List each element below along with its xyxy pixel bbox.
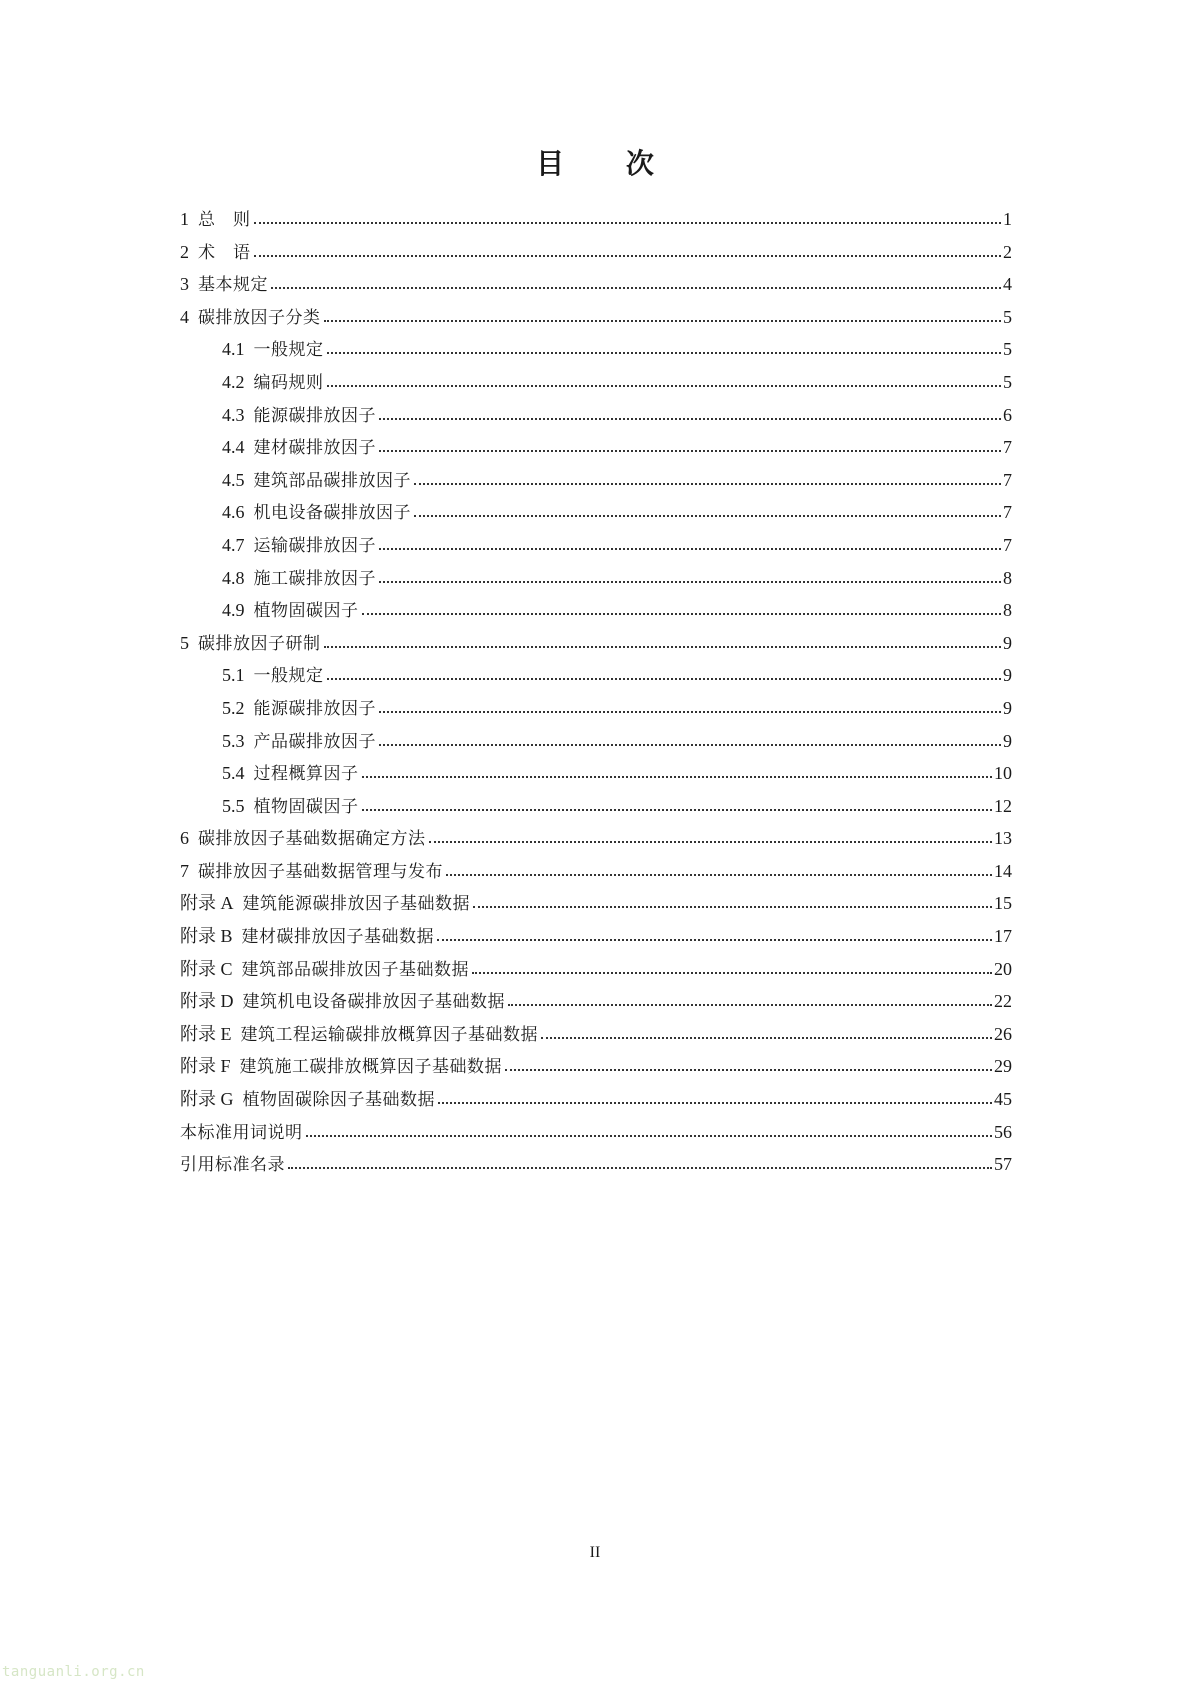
toc-entry-label: 建筑工程运输碳排放概算因子基础数据 — [240, 1024, 538, 1045]
toc-entry-number: 5.1 — [222, 665, 245, 686]
toc-entry-page: 7 — [1003, 437, 1012, 458]
toc-entry-page: 5 — [1003, 306, 1012, 327]
toc-entry-label: 植物固碳因子 — [253, 601, 359, 622]
toc-entry-page: 5 — [1003, 371, 1012, 392]
toc-entry-label: 建筑施工碳排放概算因子基础数据 — [239, 1057, 503, 1078]
toc-entry-page: 15 — [994, 893, 1012, 914]
toc-entry-page: 5 — [1003, 339, 1012, 360]
toc-entry-label: 建材碳排放因子基础数据 — [241, 927, 435, 948]
toc-entry[interactable] — [180, 301, 1012, 334]
toc-entry-page: 6 — [1003, 404, 1012, 425]
table-of-contents — [180, 203, 1012, 1181]
toc-entry[interactable] — [180, 953, 1012, 986]
toc-entry-page: 17 — [994, 926, 1012, 947]
dot-leader — [324, 645, 1002, 648]
toc-entry[interactable] — [180, 757, 1012, 790]
toc-entry-page: 7 — [1003, 502, 1012, 523]
toc-entry-number: 附录 D — [180, 991, 234, 1012]
toc-entry-label: 本标准用词说明 — [180, 1122, 303, 1143]
toc-entry-number: 4.8 — [222, 567, 245, 588]
toc-entry-number: 4.2 — [222, 371, 245, 392]
dot-leader — [508, 1003, 992, 1006]
dot-leader — [324, 319, 1002, 322]
dot-leader — [379, 743, 1001, 746]
dot-leader — [288, 1166, 992, 1169]
toc-entry-label: 一般规定 — [253, 340, 324, 361]
toc-entry-number: 5.4 — [222, 763, 245, 784]
toc-entry-page: 9 — [1003, 697, 1012, 718]
dot-leader — [438, 1101, 992, 1104]
toc-entry-page: 29 — [994, 1056, 1012, 1077]
toc-entry-label: 碳排放因子基础数据确定方法 — [198, 829, 426, 850]
toc-entry[interactable] — [180, 855, 1012, 888]
toc-entry-page: 20 — [994, 958, 1012, 979]
toc-entry[interactable] — [180, 464, 1012, 497]
toc-entry[interactable] — [180, 887, 1012, 920]
dot-leader — [362, 612, 1002, 615]
toc-entry-number: 4.3 — [222, 404, 245, 425]
toc-entry-page: 4 — [1003, 274, 1012, 295]
toc-entry-label: 一般规定 — [253, 666, 324, 687]
dot-leader — [541, 1036, 992, 1039]
toc-entry-label: 编码规则 — [253, 372, 324, 393]
toc-entry[interactable] — [180, 529, 1012, 562]
toc-entry-page: 10 — [994, 763, 1012, 784]
toc-entry-number: 5 — [180, 632, 189, 653]
toc-entry-number: 2 — [180, 241, 189, 262]
toc-entry-label: 植物固碳因子 — [253, 796, 359, 817]
toc-entry-page: 14 — [994, 860, 1012, 881]
toc-entry-label: 建筑部品碳排放因子基础数据 — [241, 959, 470, 980]
toc-entry-page: 8 — [1003, 600, 1012, 621]
toc-entry-page: 2 — [1003, 241, 1012, 262]
dot-leader — [362, 808, 993, 811]
toc-entry-label: 产品碳排放因子 — [253, 731, 376, 752]
toc-entry-number: 5.3 — [222, 730, 245, 751]
toc-entry[interactable] — [180, 920, 1012, 953]
toc-entry-number: 6 — [180, 828, 189, 849]
toc-entry-label: 术 语 — [198, 242, 251, 263]
toc-entry[interactable] — [180, 790, 1012, 823]
toc-entry-label: 能源碳排放因子 — [253, 405, 376, 426]
dot-leader — [362, 775, 993, 778]
toc-entry[interactable] — [180, 725, 1012, 758]
toc-entry-number: 附录 A — [180, 893, 234, 914]
dot-leader — [437, 938, 992, 941]
toc-entry-page: 7 — [1003, 469, 1012, 490]
toc-entry-page: 26 — [994, 1023, 1012, 1044]
toc-entry-number: 7 — [180, 860, 189, 881]
dot-leader — [271, 286, 1001, 289]
toc-entry-page: 9 — [1003, 632, 1012, 653]
toc-entry-page: 7 — [1003, 534, 1012, 555]
toc-entry-number: 5.2 — [222, 697, 245, 718]
toc-entry-number: 4.6 — [222, 502, 245, 523]
toc-entry-label: 建材碳排放因子 — [253, 438, 376, 459]
toc-entry-page: 12 — [994, 795, 1012, 816]
toc-entry-number: 5.5 — [222, 795, 245, 816]
dot-leader — [379, 417, 1001, 420]
toc-entry-page: 22 — [994, 991, 1012, 1012]
toc-entry-page: 57 — [994, 1154, 1012, 1175]
toc-entry[interactable] — [180, 399, 1012, 432]
toc-entry-number: 4.5 — [222, 469, 245, 490]
toc-entry-label: 植物固碳除因子基础数据 — [242, 1090, 435, 1111]
dot-leader — [473, 905, 992, 908]
toc-entry-label: 碳排放因子基础数据管理与发布 — [198, 861, 443, 882]
toc-entry[interactable] — [180, 203, 1012, 236]
toc-entry-label: 总 则 — [198, 210, 251, 230]
toc-entry-number: 4.7 — [222, 534, 245, 555]
toc-entry-number: 4.4 — [222, 437, 245, 458]
dot-leader — [379, 547, 1001, 550]
toc-entry[interactable] — [180, 268, 1012, 301]
watermark: tanguanli.org.cn — [2, 1664, 145, 1680]
toc-entry-number: 附录 G — [180, 1089, 234, 1110]
toc-entry[interactable] — [180, 431, 1012, 464]
toc-entry[interactable] — [180, 366, 1012, 399]
toc-entry[interactable] — [180, 496, 1012, 529]
toc-entry[interactable] — [180, 236, 1012, 269]
toc-entry-number: 4.1 — [222, 339, 245, 360]
toc-entry[interactable] — [180, 985, 1012, 1018]
dot-leader — [429, 840, 993, 843]
toc-entry-page: 1 — [1003, 209, 1012, 229]
toc-entry-page: 8 — [1003, 567, 1012, 588]
toc-entry-number: 附录 C — [180, 958, 233, 979]
toc-entry[interactable] — [180, 692, 1012, 725]
dot-leader — [379, 449, 1001, 452]
toc-entry-label: 机电设备碳排放因子 — [253, 503, 411, 524]
toc-entry-number: 附录 F — [180, 1056, 231, 1077]
toc-entry-label: 施工碳排放因子 — [253, 568, 376, 589]
toc-entry-number: 附录 B — [180, 926, 233, 947]
toc-entry[interactable] — [180, 1148, 1012, 1181]
dot-leader — [414, 514, 1001, 517]
toc-entry[interactable] — [180, 562, 1012, 595]
toc-entry-number: 4.9 — [222, 600, 245, 621]
toc-entry-number: 4 — [180, 306, 189, 327]
toc-entry-number: 1 — [180, 209, 189, 229]
toc-entry-label: 能源碳排放因子 — [253, 698, 376, 719]
dot-leader — [446, 873, 992, 876]
toc-entry[interactable] — [180, 1018, 1012, 1051]
toc-entry[interactable] — [180, 1116, 1012, 1149]
toc-entry-label: 过程概算因子 — [253, 764, 359, 785]
toc-entry-page: 13 — [994, 828, 1012, 849]
toc-entry-number: 附录 E — [180, 1023, 232, 1044]
dot-leader — [379, 710, 1001, 713]
dot-leader — [505, 1068, 992, 1071]
toc-entry[interactable] — [180, 594, 1012, 627]
page-number: II — [589, 1544, 601, 1561]
dot-leader — [254, 254, 1002, 257]
toc-entry-number: 3 — [180, 274, 189, 295]
toc-entry[interactable] — [180, 822, 1012, 855]
toc-entry-label: 碳排放因子研制 — [198, 633, 321, 654]
toc-entry-label: 基本规定 — [198, 275, 268, 296]
toc-entry-label: 碳排放因子分类 — [198, 307, 321, 328]
toc-entry[interactable] — [180, 1083, 1012, 1116]
toc-entry[interactable] — [180, 1050, 1012, 1083]
toc-entry-page: 45 — [994, 1089, 1012, 1110]
toc-entry-label: 建筑部品碳排放因子 — [253, 470, 411, 491]
toc-entry[interactable] — [180, 627, 1012, 660]
toc-entry[interactable] — [180, 659, 1012, 692]
toc-entry-page: 56 — [994, 1121, 1012, 1142]
toc-entry-label: 建筑机电设备碳排放因子基础数据 — [242, 992, 505, 1013]
dot-leader — [327, 677, 1002, 680]
toc-entry-label: 运输碳排放因子 — [253, 535, 376, 556]
dot-leader — [327, 384, 1002, 387]
dot-leader — [379, 580, 1001, 583]
dot-leader — [472, 971, 992, 974]
toc-entry-page: 9 — [1003, 730, 1012, 751]
dot-leader — [327, 351, 1002, 354]
dot-leader — [414, 482, 1001, 485]
page-title: 目 次 — [536, 147, 680, 180]
toc-entry[interactable] — [180, 333, 1012, 366]
dot-leader — [254, 221, 1002, 224]
toc-entry-label: 引用标准名录 — [180, 1155, 285, 1176]
toc-entry-page: 9 — [1003, 665, 1012, 686]
toc-entry-label: 建筑能源碳排放因子基础数据 — [242, 894, 470, 915]
dot-leader — [306, 1134, 993, 1137]
